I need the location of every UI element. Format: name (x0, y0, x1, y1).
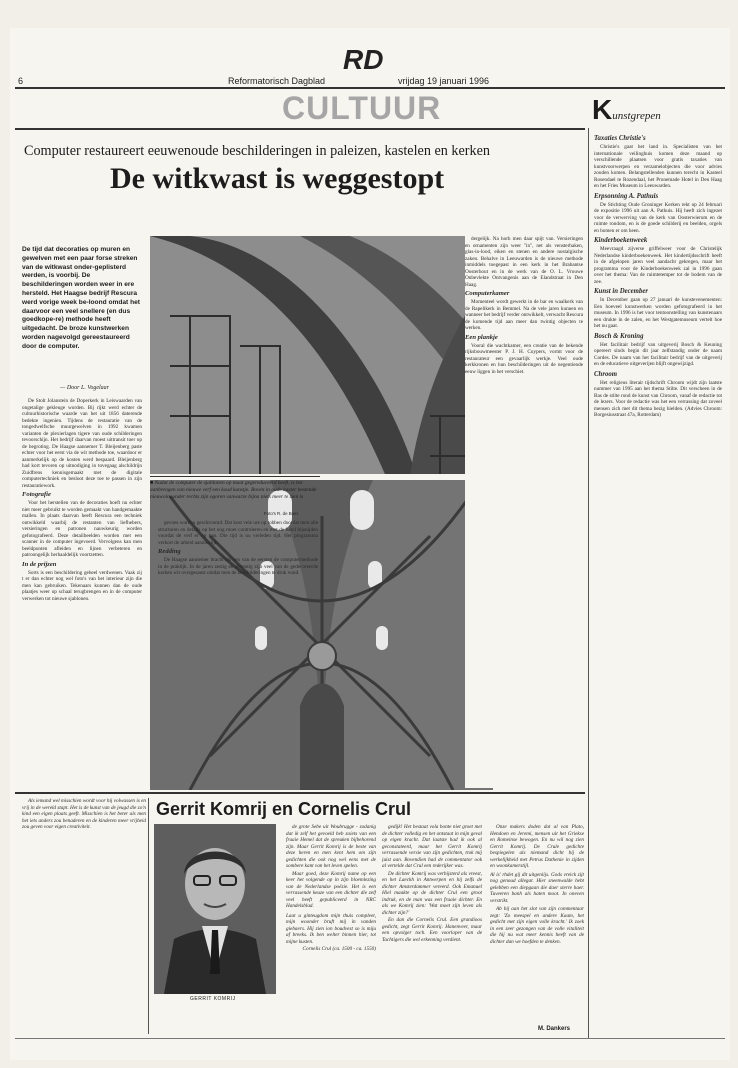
sidebar-text-taxaties: Christie's gaat het land in. Specialisten van het internationale veilinghuis komen deze maand op verschillende plaatsen voor gratis taxaties van kunstvoorwerpen en verzamelobjecten die voor advies zouden komen. Belangstellenden kunnen terecht in Kasteel Rosendael te Rozendaal, het Pronemade Hotel in Den Haag en het Fries Museum in Leeuwarden. (594, 144, 722, 189)
caption-bullet: ■ (150, 480, 155, 486)
section-title: CULTUUR (282, 90, 442, 126)
article-column-2 (158, 520, 318, 788)
sidebar-text-pathuis: De Stichting Oude Groninger Kerken rekt op 24 februari de expositie 1996 uit aan A. Pathuis. Hij heeft zich ingezet voor de verwerving van de kerk van Oosterwierum en de ruimte rondom, en is de goede schilderij en beelden, orgels en bomen er om heen. (594, 201, 722, 234)
col3-paragraph-3: Vooral die wachtkamer, een creatie van de bekende rijksbouwmeester P. J. H. Cuypers, vormt voor de restaurateur een gevaarlijk werkje. Veel oude kerkkronen en hun beschilderingen uit de negentiende eeuw liggen in het verschiet. (465, 342, 583, 375)
article-headline: De witkwast is weggestopt (110, 162, 445, 195)
subhead-fotografie: Fotografie (22, 491, 51, 498)
kunstgrepen-rest: unstgrepen (612, 110, 661, 122)
article-column-3 (465, 236, 583, 788)
feature-top-rule (15, 792, 585, 794)
portrait-caption: GERRIT KOMRIJ (190, 996, 236, 1002)
feature-poem: Laat u ginteugdom mijn thuis compleet, mijn woonder bruft mij in vanden giebaers. Hij zien ion boudvest so is miju af breeks. Ik ben welter binnen hier, tot mijne kusten. (286, 912, 376, 945)
col1-paragraph-2: Voor het herstellen van de decoraties hoeft nu echter niet meer gebruikt te worden gemaakt van handgemaakte mallen. In plaats daarvan heeft Rescura een techniek ontwikkeld waarbij de restanten van liefhebers, versieringen en patronen nauwkeurig worden gefotografeerd. Deze detailbeelden worden met een scanner in de computer ingevoerd. Vervolgens kan men beeldpunten afleiden en lijnen verbeteren en patroongelijk herhaaldelijk voortzetten. (22, 500, 142, 558)
photo-caption (150, 480, 320, 500)
subhead-computerkamer: Computerkamer (465, 290, 510, 297)
feature-col1-text2: Maar goed, deze Komrij name op een keer het volgende op in zijn bloemlezing van de Nederlandse poëzie. Het is een verrassende keuze van een dichter die zelf veel heeft gepubliceerd in NRC Handelsblad. (286, 870, 376, 909)
article-column-1 (22, 398, 142, 788)
sidebar-title-kunst-december: Kunst in December (594, 288, 649, 295)
caption-rule (150, 476, 320, 477)
rd-logo (343, 46, 403, 76)
article-kicker: Computer restaureert eeuwenoude beschilderingen in paleizen, kastelen en kerken (24, 143, 491, 159)
masthead-rule (15, 87, 725, 89)
col3-paragraph-2: Momenteel wordt gewerkt in de bar en waalkerk van de Rapelikerk in Bemmel. Na de vele jaren kunnen en wanneer het bedrijf verder ontwikkelt, verwacht Rescura de komende tijd aan meer dan twintig objecten te werken. (465, 299, 583, 331)
sidebar-title-bosch-kroning: Bosch & Kroning (594, 332, 644, 340)
section-rule (15, 128, 585, 130)
gerrit-komrij-photo (154, 824, 276, 994)
sidebar-title-pathuis: Erpsonning A. Pathuis (594, 192, 659, 200)
feature-intro (22, 798, 146, 1034)
col2-paragraph-2: De Haagse aannemer bracht als een van de eersten de computermethode in de praktijk. In de jaren zestig en zeventig zijn veel van de gedecoreerde kerken wit overgesaust omdat men de beschilderingen te druk vond. (158, 557, 318, 576)
col2-paragraph-1: gevoes worden geschroomd. Dat kost vele ure op tobben doordat men alle structuren en details op het oog moet controleren en met de hand bijsnijden voordat de verf er op kan. Die tijd is nu verleden tijd. Het programma verkort de arbeid aanzienlijk. (158, 520, 318, 546)
sidebar-title-taxaties: Taxaties Christie's (594, 135, 646, 142)
feature-intro-divider (148, 798, 149, 1034)
page-bottom-rule (15, 1038, 725, 1039)
feature-signature: M. Dankers (538, 1026, 571, 1032)
sidebar-text-chroom: Het religieus literair tijdschrift Chroom wijdt zijn laatste nummer van 1995 aan het thema Stilte. Dit verscheen in de Bas de stilte rond de kunst van Chroom, vanaf de redactie tot de lezers. Voor de redactie was het een verrassing dat zoveel mensen zich met dit thema bezig hielden. (Advies Chroom: Borgesiusstraat 47a, Rotterdam) (594, 379, 722, 418)
feature-headline: Gerrit Komrij en Cornelis Crul (156, 799, 412, 819)
sidebar-text-kunst-december: In December gaan op 27 januari de kunstevenementen: Een hoeveel kunstwerken worden gefotografeerd in het museum. In 1996 is het voor tentoonstelling van kunstenaars een drukte in de zalen, en het Westgatemuseum vertelt hoe het nu gaat. (594, 297, 722, 329)
feature-col2-text2: De dichter Komrij was verbijsterd als vreest, en het Laeckh in Antwerpen en hij zelfs de dichter Amsterdammer vereerd. Ook Emanuel Hiel maakte op de dichter Crul een groot indruk, en de man was een fraaie dichter. En als we Komrij zien: 'Wat moet zijn leven als dichter zijn?' (382, 870, 482, 916)
sidebar-divider (588, 128, 589, 1038)
kunstgrepen-sidebar (594, 132, 722, 1032)
feature-quote: Al is' rhdet gij dit uitgeniijs. Gods vreick zijt nog genoud allegar. Hier sneenwalde hebt gelebben een diepgaan die daer sterre haer. Tuveeren banh als haten moot. In oneven verstrikt. (490, 871, 584, 904)
byline-text: Door L. Vogelaar (66, 385, 110, 391)
feature-column-3 (490, 824, 584, 1024)
feature-poem-credit: Cornelis Crul (ca. 1500 - ca. 1550) (302, 946, 376, 952)
feature-col2-text: gedijk! Het bestaat vola bonte niet groet met de dichter volledig en het ontstaat in mijn geval op eigen kracht. Dat laatste had ik ook al geconstateerd, maar het Gerrit Komrij verrassende versie van zijn gedichten, trok mij juist aan. Bovendien had de commentator ook al vertelde dat Crul een rederijker was. (382, 824, 482, 869)
sidebar-title-kinderboekenweek: Kinderboekenweek (594, 237, 648, 244)
col1-paragraph-3: Sorts is een beschildering geheel verdwenen. Vaak zij t er dan echter nog wel foto's van het interieur zijn die men kan gebruiken. Tekenaars kunnen dan de oude plaatjes weer op schaal terugbrengen en in de computer verwerken tot nieuwe sjablonen. (22, 569, 142, 602)
feature-col2-text3: En dan die Cornelis Crul. Een grandioos gedicht, zegt Gerrit Komrij. Hanenveer, maar een opvolger toch. Een voorloper van de Tachtigers die wel erkenning verdient. (382, 917, 482, 943)
byline-rule-left: — (60, 385, 67, 391)
page-number: 6 (18, 76, 24, 86)
article-byline (60, 385, 109, 391)
feature-col1-text: de grote Sebe uit Woubrugge - zodanig dat ik zelf het gevoeld heb zoiets van een fraaie Hemel dat de spreuken bijbehorend zijn. Maar Gerrit Komrij is de beste van deze heren en men kent hem om zijn gedichten die ook nog wel eens met de sombere kant van het leven spelen. (286, 824, 376, 869)
sidebar-text-bosch-kroning: Het facilitair bedrijf van uitgeverij Bosch & Keuning opereert sinds begin dit jaar zelfstandig onder de naam Cordes. De naam van het facilitair bedrijf van de uitgeverij en de educatieve uitgeverijen blijft ongewijzigd. (594, 341, 722, 367)
feature-col3-text2: Ab bij aan het slot van zijn commentaar zegt: 'Zo meespel en andere Kaam, het gedicht met zijn eigen volle kracht.' Ik zoek in een zeer gezongen van de volle vitaliteit die hij nu wat meer kennis heeft van de dichter dan we hoefden te denken. (490, 906, 584, 945)
article-lead: De tijd dat decoraties op muren en gewelven met een paar forse streken van de witkwast onder-geplisterd werden, is voorbij. De beschilderingen worden weer in ere hersteld. Het Haagse bedrijf Rescura werd vorige week be-loond omdat het daarvoor een veel snellere (en dus goedkope-re) methode heeft uitgedacht. De broze kunstwerken worden nagevolgd gereestaureerd door de computer. (22, 246, 140, 350)
feature-column-1 (286, 824, 376, 1034)
subhead-een-plankje: Een plankje (465, 333, 498, 341)
subhead-in-de-prijzen: In de prijzen (22, 560, 57, 568)
feature-intro-text: Als iemand wel misschien wordt voor hij volwassen is en vrij in de wereld stapt. Het is de kunst van de jeugd die zo'n kind een eigen plaats geeft. Misschien is het beter als men het iets anders zou benaderen en de kinderen meer vrijheid zou geven voor eigen creativiteit. (22, 798, 146, 830)
paper-name: Reformatorisch Dagblad (228, 76, 326, 86)
kunstgrepen-k: K (592, 94, 613, 125)
issue-date: vrijdag 19 januari 1996 (398, 76, 490, 86)
col1-paragraph-1: De Stolt Jolanstein de Doperkerk in Leiswaarden van ongetalige gekleuge worden. Bij rijkt werd echter de cultuurhistorische waarde van het uit 1856 daterende bedekte ingenien. Tijdens de restauratie van de tongedwelfsche muurgewelven in 1992 kwamen varianten de plexierlagen tigere van oude schilderingen tevoorschijn. Het bedrijf daarvan moest uittransit toer op de begroting. De Haagse aannemer T. Bleijenberg paste echter voor het eerst via de wit methode toe, waardoor er aanmerkelijk op de kosten werd bespaard. Bleijenberg had kort tevoren op uitnodiging in tovegaag alschildrijn Zuidfrens kennisgemaakt met de digitale computertechniek en besloot deze toe te passen in zijn restauratiework. (22, 398, 142, 489)
kunstgrepen-title (592, 96, 722, 126)
sidebar-text-kinderboekenweek: Meevraagd zijverse griffelweer voor de Christelijk Nederlandse kinderboekenweek. Het kindertijdsschrift heeft in de afgelopen jaren veel aandacht gekregen, maar het programma voor de Kinderboekenweek zal in 1996 gaan over het thema: Van de ruimtetemper tot de bodem van de zee. (594, 246, 722, 285)
feature-col3-text: Onze makers doden dat al van Plato, Hendoen en Jeremi, mensen uit het Griekse en Romeinse bewogen. En nu wil nog zien Gerrit Komrij. De Crule gedichte bespiegelen als niemand dicht bij de werkelijkheid met Petrus Dathenie in zijden en woonkamerstijl. (490, 824, 584, 869)
subhead-redding: Redding (158, 548, 181, 555)
col3-paragraph-1: dergelijk. Na horh men daar spijt van. Versieringen en ornamenten zijn weer "in", net als vensterhaken, glas-in-lood, eiken en stenen en andere nostalgische zaken. Behalve in Leeuwarden is de nieuwe methode inmiddels toegepast in een kerk in het Brabantse Oosterhout en in de werk van de O. L. Vrouwe Onbevlekte Ontvangenis aan de Elandstraat in Den Haag. (465, 236, 583, 288)
feature-column-2 (382, 824, 482, 1034)
newspaper-page (10, 28, 730, 1060)
portrait-illustration (154, 824, 276, 994)
photo-caption-text: Nadat de computer de sjablonen op maat gegereduceerd heeft, is het aanbrengen van nieuwe verf een koud kunstje. Boven in oude kaster bestende nieuwoin, onder rechts zijn ogoren vanwarze bijna niets meer te zien is (150, 480, 317, 500)
sidebar-title-chroom: Chroom (594, 370, 618, 378)
photo-credit: Foto's R. de Boer (264, 511, 299, 516)
logo-text: RD (343, 44, 384, 75)
